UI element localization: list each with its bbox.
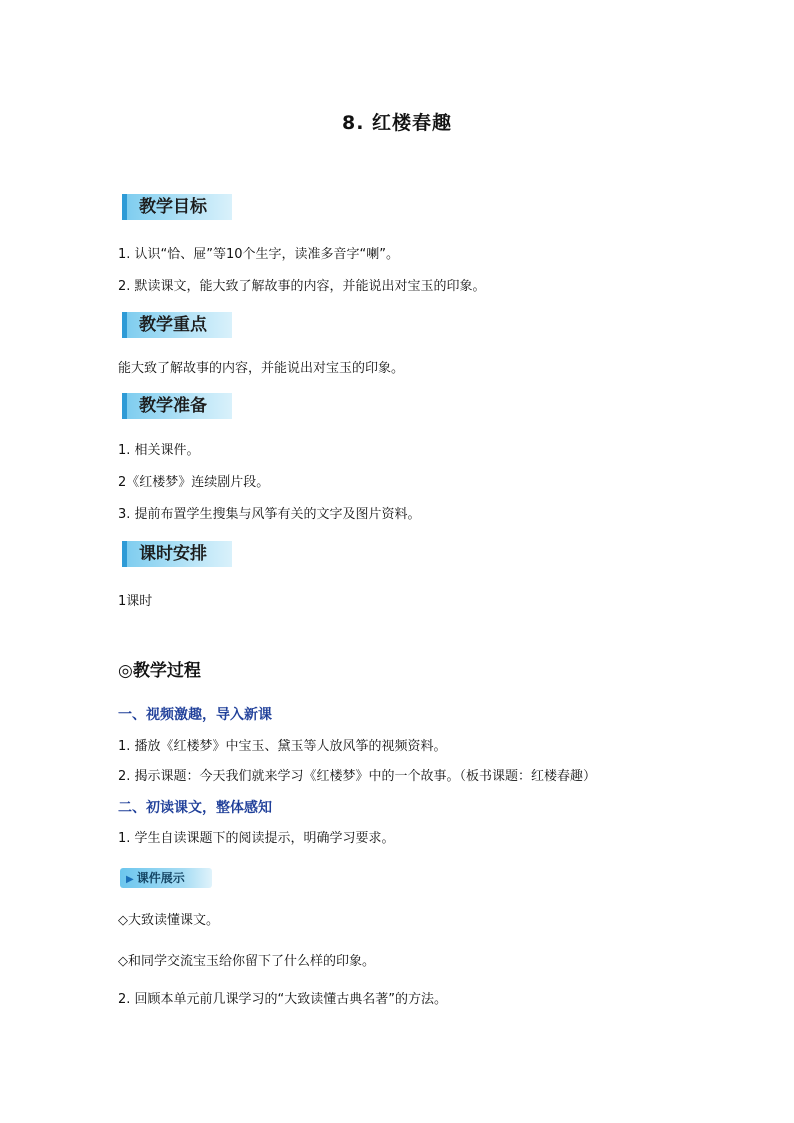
prep-item-3: 3. 提前布置学生搜集与风筝有关的文字及图片资料。 (118, 507, 421, 522)
goal-item-2: 2. 默读课文，能大致了解故事的内容，并能说出对宝玉的印象。 (118, 279, 486, 294)
section-header-key: 教学重点 (122, 312, 232, 338)
prep-item-2: 2《红楼梦》连续剧片段。 (118, 475, 270, 490)
page-title: 8. 红楼春趣 (341, 112, 453, 134)
process-heading: ◎教学过程 (118, 661, 201, 681)
part2-item-1: 1. 学生自读课题下的阅读提示，明确学习要求。 (118, 831, 395, 846)
schedule-text: 1课时 (118, 594, 153, 609)
section-header-goals: 教学目标 (122, 194, 232, 220)
part2-item-2: 2. 回顾本单元前几课学习的“大致读懂古典名著”的方法。 (118, 992, 448, 1007)
section-header-prep: 教学准备 (122, 393, 232, 419)
part1-item-2: 2. 揭示课题：今天我们就来学习《红楼梦》中的一个故事。（板书课题：红楼春趣） (118, 769, 597, 784)
prep-item-1: 1. 相关课件。 (118, 443, 200, 458)
key-point-text: 能大致了解故事的内容，并能说出对宝玉的印象。 (118, 361, 405, 376)
part2-title: 二、初读课文，整体感知 (118, 800, 272, 816)
courseware-tag-label: 课件展示 (136, 871, 185, 885)
bullet-item-1: ◇大致读懂课文。 (118, 913, 219, 928)
play-triangle-icon: ▶ (126, 874, 134, 885)
part1-item-1: 1. 播放《红楼梦》中宝玉、黛玉等人放风筝的视频资料。 (118, 739, 447, 754)
bullet-item-2: ◇和同学交流宝玉给你留下了什么样的印象。 (118, 954, 375, 969)
part1-title: 一、视频激趣，导入新课 (118, 707, 272, 723)
courseware-tag (120, 868, 212, 888)
goal-item-1: 1. 认识“恰、屉”等10个生字，读准多音字“喇”。 (118, 247, 400, 262)
section-header-schedule: 课时安排 (122, 541, 232, 567)
